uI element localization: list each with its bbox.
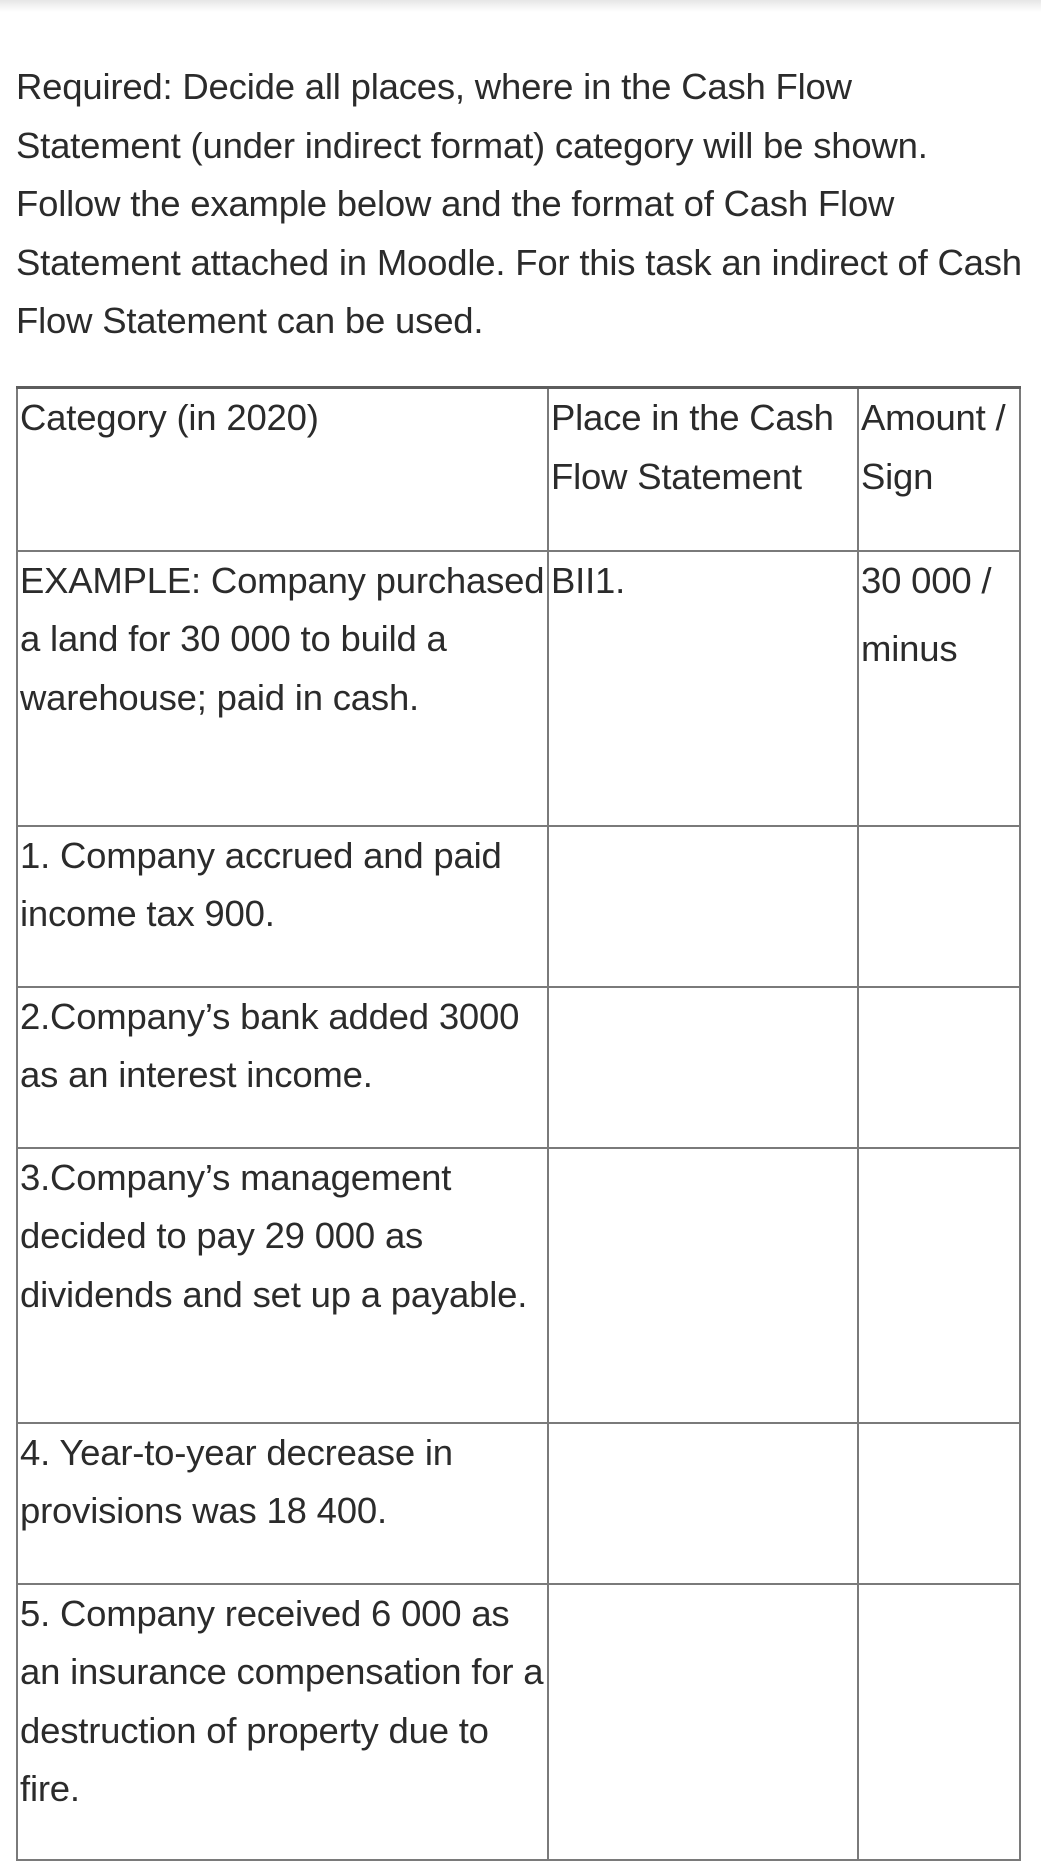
row-amount-cell[interactable] bbox=[858, 1584, 1020, 1860]
example-category-cell: EXAMPLE: Company purchased a land for 30 000 to build a warehouse; paid in cash. bbox=[17, 551, 548, 826]
row-amount-cell[interactable] bbox=[858, 1423, 1020, 1584]
row-amount-cell[interactable] bbox=[858, 826, 1020, 987]
row-category-cell: 5. Company received 6 000 as an insurance compensation for a destruction of property due to fire. bbox=[17, 1584, 548, 1860]
example-amount: 30 000 / bbox=[861, 559, 992, 601]
row-category-cell: 3.Company’s management decided to pay 29 000 as dividends and set up a payable. bbox=[17, 1148, 548, 1423]
row-category-cell: 2.Company’s bank added 3000 as an interest income. bbox=[17, 987, 548, 1148]
task-instructions: Required: Decide all places, where in the Cash Flow Statement (under indirect format) category will be shown. Follow the example below and the format of Cash Flow Statement attached in Moodle. For this task an indirect of Cash Flow Statement can be used. bbox=[16, 66, 1022, 341]
table-row bbox=[17, 1148, 1020, 1423]
table-row bbox=[17, 1423, 1020, 1584]
header-category: Category (in 2020) bbox=[17, 388, 548, 551]
example-place-cell: BII1. bbox=[548, 551, 858, 826]
row-category-cell: 1. Company accrued and paid income tax 900. bbox=[17, 826, 548, 987]
row-place-cell[interactable] bbox=[548, 1148, 858, 1423]
table-row-example bbox=[17, 551, 1020, 826]
table-header-row bbox=[17, 388, 1020, 551]
example-amount-cell bbox=[858, 551, 1020, 826]
header-amount: Amount / Sign bbox=[858, 388, 1020, 551]
row-category-cell: 4. Year-to-year decrease in provisions was 18 400. bbox=[17, 1423, 548, 1584]
row-place-cell[interactable] bbox=[548, 1584, 858, 1860]
cash-flow-task-table bbox=[16, 386, 1021, 1861]
example-sign: minus bbox=[861, 628, 958, 669]
row-amount-cell[interactable] bbox=[858, 1148, 1020, 1423]
top-edge-shadow bbox=[0, 0, 1041, 12]
row-place-cell[interactable] bbox=[548, 987, 858, 1148]
header-place: Place in the Cash Flow Statement bbox=[548, 388, 858, 551]
row-place-cell[interactable] bbox=[548, 1423, 858, 1584]
table-row bbox=[17, 826, 1020, 987]
table-row bbox=[17, 987, 1020, 1148]
table-row bbox=[17, 1584, 1020, 1860]
row-amount-cell[interactable] bbox=[858, 987, 1020, 1148]
row-place-cell[interactable] bbox=[548, 826, 858, 987]
